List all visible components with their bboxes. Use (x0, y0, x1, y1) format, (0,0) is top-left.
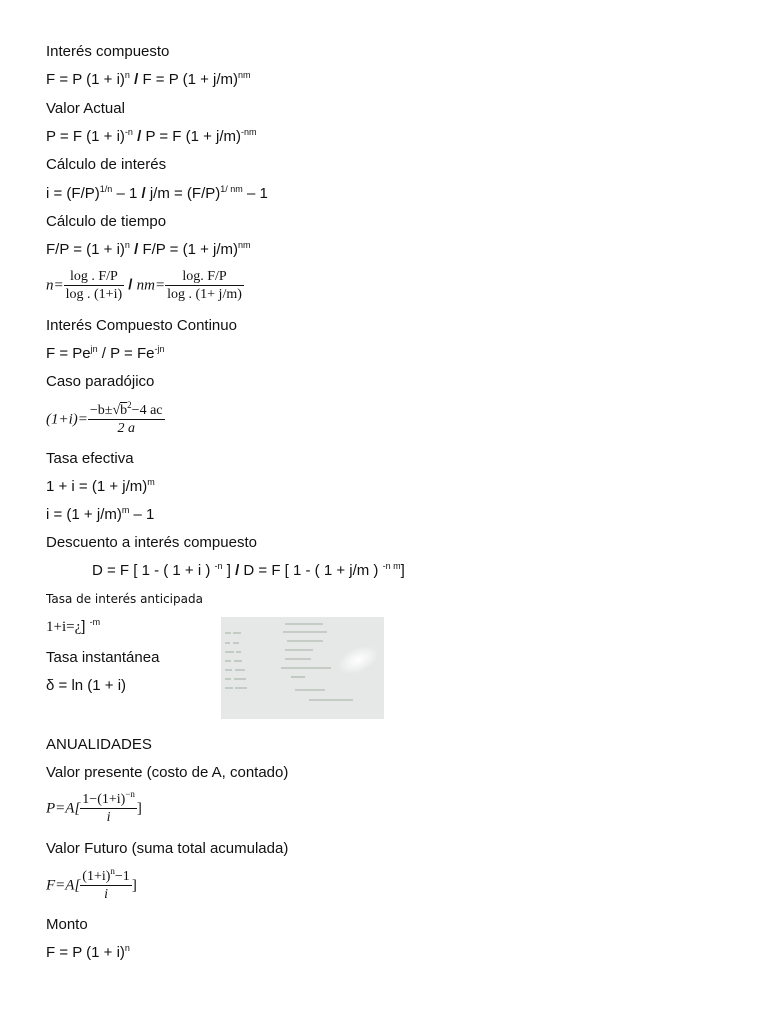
equation-anticipada: 1+i=¿] $^{-m}$ (46, 617, 101, 635)
heading-instantanea: Tasa instantánea (46, 649, 160, 666)
formula-valor-actual: P = F $(1 + i)^{-n} / P = F$ $(1 + j/m)^{-nm}$ (46, 127, 257, 145)
heading-monto: Monto (46, 916, 88, 933)
equation-valor-futuro: F=A[ $\frac{(1+i)^n-1}{i}$ ] (46, 866, 137, 902)
equation-valor-presente: P=A[ $\frac{1-(1+i)^{-n}}{i}$ ] (46, 789, 142, 825)
formula-tasa-efectiva-2: $i = (1 + j/m)^m - 1$ (46, 505, 155, 523)
formula-interes-compuesto: F = P $(1 + i)^n / F = P$ $(1 + j/m)^{nm}$ (46, 70, 251, 88)
formula-calculo-tiempo: $F/P = (1 + i)^n / F/P = (1 + j/m)^{nm}$ (46, 240, 251, 258)
heading-valor-presente: Valor presente (costo de A, contado) (46, 764, 289, 781)
heading-tasa-efectiva: Tasa efectiva (46, 450, 134, 467)
formula-continuo: $F = Pe^{jn} / P = Fe^{-jn}$ (46, 344, 165, 362)
formula-descuento: D = F [ 1 - ( 1 + i ) $^{-n}$ ] / D = F [ 1 - ( 1 + j/m ) $^{-n m}$] (92, 561, 405, 579)
heading-calculo-tiempo: Cálculo de tiempo (46, 213, 167, 230)
heading-descuento: Descuento a interés compuesto (46, 534, 257, 551)
equation-paradojico: (1+i)= $\frac{-b\pm√b^2-4 ac}{2 a}$ (46, 400, 163, 436)
heading-valor-actual: Valor Actual (46, 100, 125, 117)
whiteboard-photo-image (221, 617, 384, 719)
formula-monto: F = P $(1 + i)^n$ (46, 943, 130, 961)
formula-calculo-interes: $i = (F/P)^{1/n} - 1 / j/m = (F/P)^{1/ nm} - 1$ (46, 184, 268, 202)
heading-interes-compuesto: Interés compuesto (46, 43, 170, 60)
heading-anticipada: Tasa de interés anticipada (46, 592, 203, 606)
heading-paradojico: Caso paradójico (46, 373, 155, 390)
heading-valor-futuro: Valor Futuro (suma total acumulada) (46, 840, 289, 857)
equation-n-log: n= $\frac{\log . F/P}{\log . (1+i)}$ / nm= $\frac{\log. F/P}{\log . (1+ j/m)}$ (46, 269, 242, 302)
heading-anualidades: ANUALIDADES (46, 736, 152, 753)
formula-instantanea: δ = ln (1 + i) (46, 677, 127, 694)
heading-continuo: Interés Compuesto Continuo (46, 317, 237, 334)
whiteboard-photo-icon (221, 617, 384, 719)
formula-tasa-efectiva-1: $1 + i = (1 + j/m)^m$ (46, 477, 155, 495)
heading-calculo-interes: Cálculo de interés (46, 156, 167, 173)
